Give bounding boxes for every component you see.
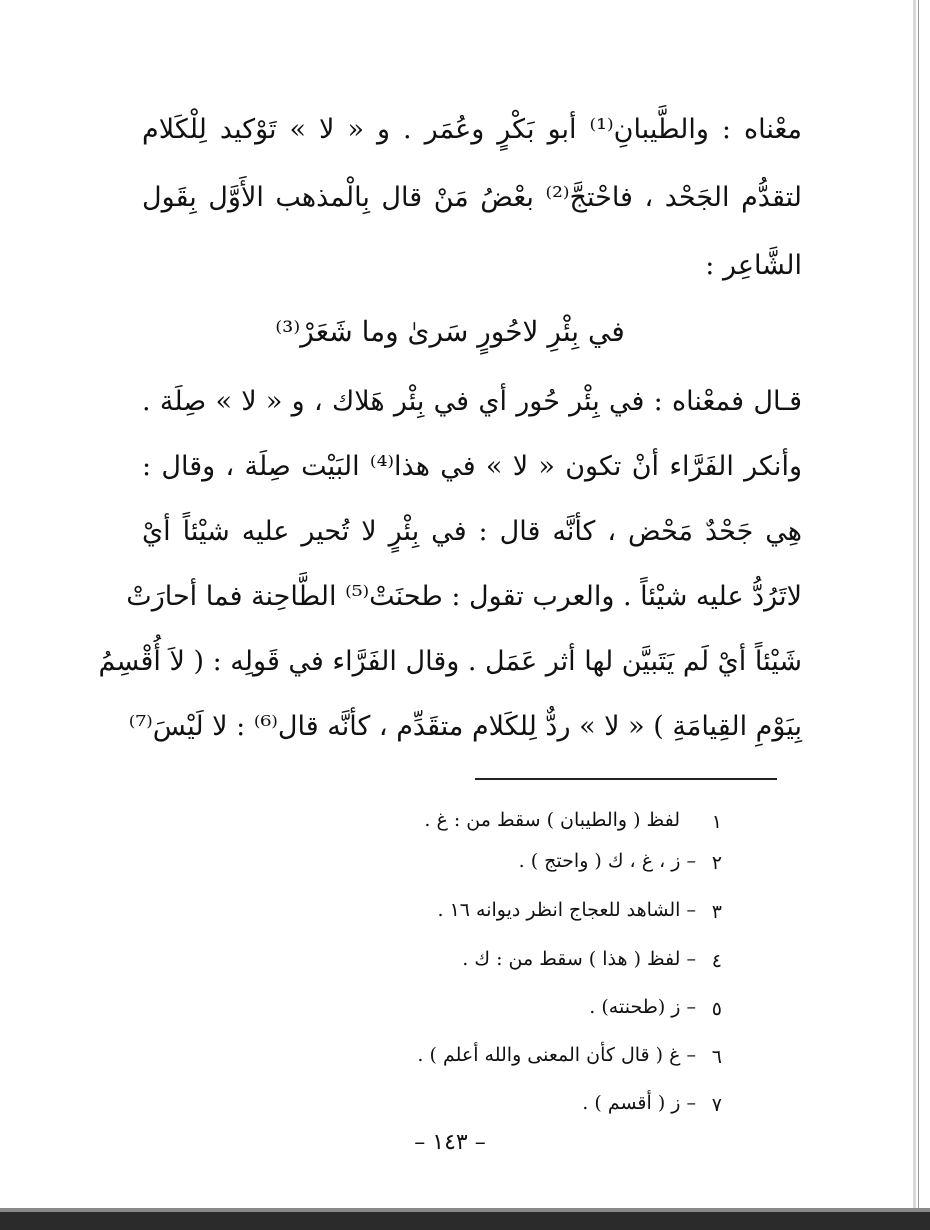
text-line-8: لاتَرُدُّ عليه شيْئاً . والعرب تقول : طحنَتْ⁽⁵⁾ الطَّاحِنة فما أحارَتْ (126, 581, 802, 612)
footnote-text: – ز ، غ ، ك ( واحتج ) . (518, 850, 696, 872)
page-bottom-edge (0, 1212, 930, 1230)
text-line-6: وأنكر الفَرَّاء أنْ تكون « لا » في هذا⁽⁴⁾ البَيْت صِلَة ، وقال : (142, 451, 802, 482)
footnote-separator (475, 778, 777, 780)
text-line-5: قـال فمعْناه : في بِئْر حُور أي في بِئْر هَلاك ، و « لا » صِلَة . (142, 386, 802, 417)
footnote-number: ٣ (711, 901, 722, 923)
page-number: – ١٤٣ – (414, 1130, 486, 1155)
poetry-verse: في بِئْرِ لاحُورٍ سَرىٰ وما شَعَرْ⁽³⁾ (275, 315, 625, 348)
text-line-7: هِي جَحْدٌ مَحْض ، كأنَّه قال : في بِئْرٍ لا تُحير عليه شيْئاً أيْ (142, 516, 802, 547)
text-line-10: بِيَوْمِ القِيامَةِ ) « لا » ردٌّ لِلكَلام متقَدِّم ، كأنَّه قال⁽⁶⁾ : لا لَيْسَ⁽⁷⁾ (128, 711, 802, 742)
text-line-1: معْناه : والطَّيبانِ⁽¹⁾ أبو بَكْرٍ وعُمَر . و « لا » تَوْكيد لِلْكَلام (142, 114, 802, 145)
footnote-number: ٤ (711, 950, 722, 972)
page-edge-shadow (913, 0, 916, 1230)
footnote-number: ٧ (711, 1094, 722, 1116)
footnote-number: ٦ (711, 1046, 722, 1068)
footnote-text: – غ ( قال كأن المعنى والله أعلم ) . (417, 1044, 696, 1066)
footnote-text: – الشاهد للعجاج انظر ديوانه ١٦ . (437, 899, 696, 921)
footnote-text: – ز ( أقسم ) . (582, 1092, 696, 1114)
text-line-2: لتقدُّم الجَحْد ، فاحْتجَّ⁽²⁾ بعْضُ مَنْ قال بِالْمذهب الأَوَّل بِقَول (142, 182, 802, 213)
footnote-text: – لفظ ( هذا ) سقط من : ك . (462, 948, 696, 970)
footnote-text: لفظ ( والطيبان ) سقط من : غ . (424, 809, 680, 831)
footnote-text: – ز (طحنته) . (589, 996, 696, 1018)
footnote-number: ٥ (711, 998, 722, 1020)
footnote-number: ١ (711, 811, 722, 833)
footnote-number: ٢ (711, 852, 722, 874)
page-edge-line (918, 0, 919, 1230)
text-line-3: الشَّاعِر : (705, 250, 802, 281)
text-line-9: شَيْئاً أيْ لَم يَتَبيَّن لها أثر عَمَل . وقال الفَرَّاء في قَولِه : ( لاَ أُقْسِمُ (98, 646, 802, 677)
